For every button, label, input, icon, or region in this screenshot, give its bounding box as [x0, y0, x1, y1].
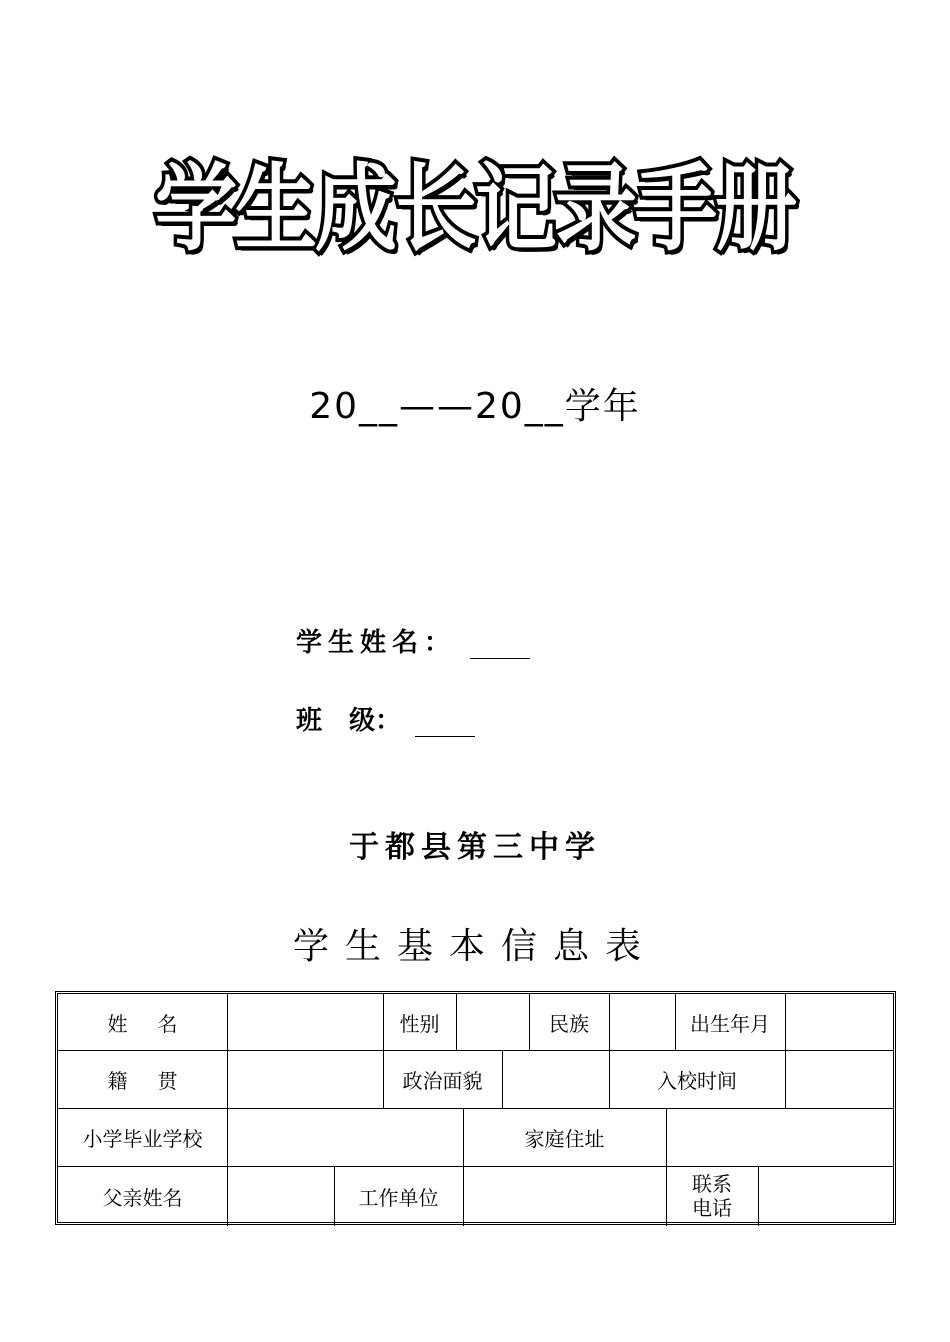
table-col-divider [227, 994, 228, 1050]
school-name: 于都县第三中学 [349, 830, 601, 865]
school-year: 20__——20__学年 [309, 386, 641, 427]
student-name-label: 学生姓名： [296, 628, 457, 658]
table-col-divider [227, 1108, 228, 1166]
table-col-divider [502, 1050, 503, 1108]
enrollment-date-label: 入校时间 [657, 1068, 737, 1093]
contact-phone-cell [666, 1166, 758, 1226]
political-status-label: 政治面貌 [402, 1068, 483, 1093]
gender-label: 性别 [399, 1011, 440, 1036]
name-label: 姓名 [107, 1011, 208, 1036]
class-label: 班 级： [296, 706, 402, 736]
student-info-table [55, 991, 896, 1225]
table-col-divider [456, 994, 457, 1050]
workplace-label: 工作单位 [358, 1185, 439, 1210]
table-col-divider [227, 1050, 228, 1108]
birth-date-label: 出生年月 [690, 1011, 770, 1036]
table-col-divider [666, 1108, 667, 1166]
table-col-divider [609, 994, 610, 1050]
student-name-field [296, 622, 530, 659]
handbook-title: 学生成长记录手册 [154, 154, 795, 265]
ethnicity-label: 民族 [549, 1011, 589, 1036]
table-col-divider [463, 1166, 464, 1226]
father-name-label: 父亲姓名 [102, 1185, 183, 1210]
info-table-title: 学生基本信息表 [292, 926, 657, 967]
native-place-label: 籍贯 [107, 1068, 208, 1093]
table-col-divider [227, 1166, 228, 1226]
class-field [296, 700, 475, 737]
primary-school-label: 小学毕业学校 [82, 1126, 203, 1151]
contact-phone-label: 联系电话 [692, 1172, 732, 1220]
home-address-label: 家庭住址 [524, 1126, 605, 1151]
table-col-divider [785, 1050, 786, 1108]
table-col-divider [785, 994, 786, 1050]
table-col-divider [758, 1166, 759, 1226]
class-blank[interactable] [415, 712, 475, 737]
student-name-blank[interactable] [470, 634, 530, 659]
